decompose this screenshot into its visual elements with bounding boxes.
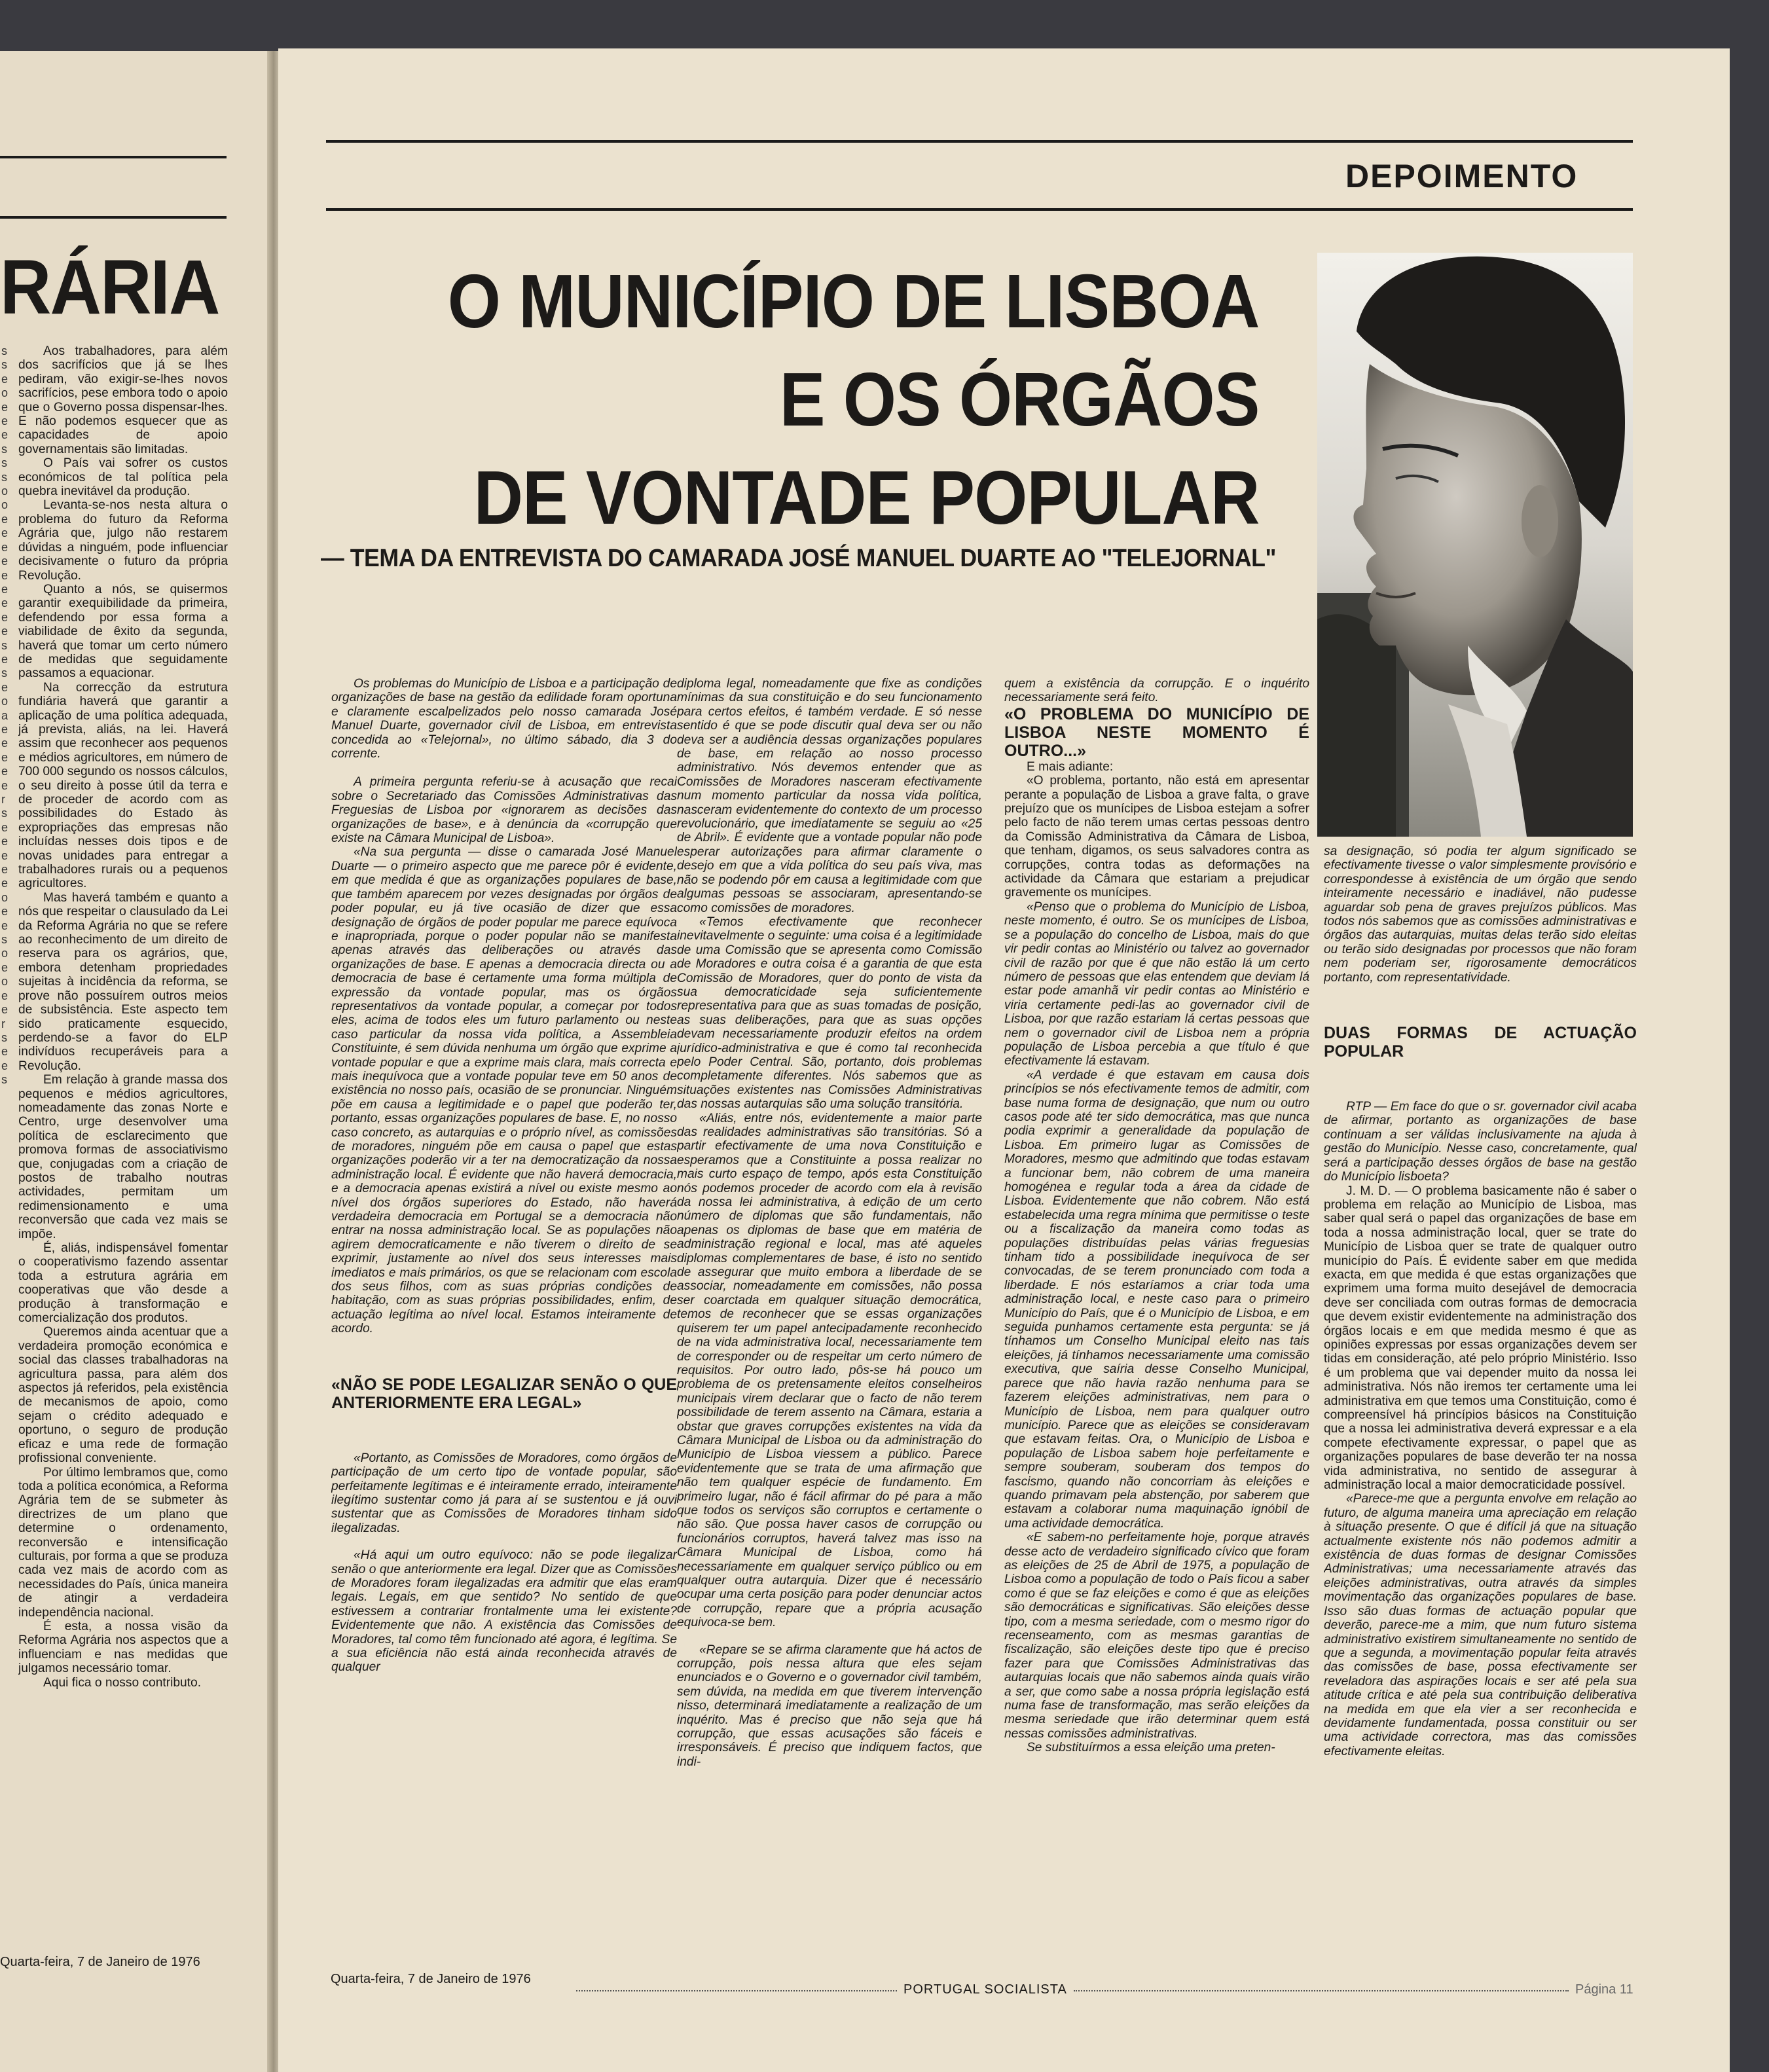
margin-fragment-char: s (1, 638, 7, 652)
margin-fragment-char: e (1, 428, 9, 442)
left-page-paragraph: Aos trabalhadores, para além dos sacrifícios que já se lhes pediram, vão exigir-se-lhes novos sacrifícios, pese embora todo o apoio que o Governo possa dispensar-lhes. E não podemos esquecer que as capacidades de apoio governamentais são limitadas. (18, 344, 228, 456)
margin-fragment-char: e (1, 540, 9, 554)
margin-fragment-char: s (1, 344, 7, 357)
margin-fragment-char: o (1, 498, 9, 512)
margin-fragment-char: r (1, 793, 5, 806)
margin-fragment-char: e (1, 554, 9, 568)
margin-fragment-char: s (1, 807, 7, 820)
margin-fragment-char: e (1, 778, 9, 792)
margin-fragment-char: s (1, 358, 7, 372)
left-second-rule (0, 216, 227, 219)
article-intro: Os problemas do Município de Lisboa e a participação de organizações de base na gestão da edilidade foram oportuna e claramente escalpelizados pelo nosso camarada José Manuel Duarte, governador civil de Lisboa, em entrevista concedida ao «Telejornal», no último sábado, dia 3 do corrente. (331, 677, 677, 761)
article-paragraph: «Parece-me que a pergunta envolve em relação ao futuro, de alguma maneira uma apreciação em relação à situação presente. O que é difícil já que na situação actualmente existente nós não podemos admitir a existência de duas formas de designar Comissões Administrativas; uma necessariamente através das eleições administrativas, outra através da simples movimentação das organizações populares de base. Isso são duas formas de actuação popular que deverão, parece-me a mim, que num futuro sistema administrativo existirem simultaneamente no sentido de que a segunda, a movimentação popular feita através das comissões de base, possa efectivamente ser reveladora das aspirações locais e ser até pela sua atitude crítica e até pela sua contribuição deliberativa na medida em que ela vier a ser reconhecida e devidamente fundamentada, possa constituir ou ser uma actividade correctora, mas das comissões efectivamente eleitas. (1324, 1492, 1637, 1758)
margin-fragment-char: e (1, 414, 9, 428)
margin-fragment-char: s (1, 442, 7, 456)
portrait-photo (1317, 253, 1633, 837)
kicker-rule (326, 208, 1633, 211)
margin-fragment-char: o (1, 386, 9, 400)
margin-fragment-char: e (1, 625, 9, 638)
margin-fragment-char: s (1, 1073, 7, 1087)
margin-fragment-char: e (1, 596, 9, 610)
left-page-paragraph: O País vai sofrer os custos económicos de tal política pela quebra inevitável da produção. (18, 456, 228, 499)
left-top-rule (0, 156, 227, 158)
margin-fragment-char: o (1, 947, 9, 960)
margin-fragment-char: e (1, 960, 9, 974)
article-paragraph: sa designação, só podia ter algum significado se efectivamente tivesse o valor simplesmente provisório e correspondesse à existência de um órgão que sendo inteiramente necessário e inadiável, não pudesse aguardar sob pena de graves prejuízos públicos. Mas todos nós sabemos que as comissões administrativas e órgãos das autarquias, muitas delas terão sido eleitas ou terão sido designadas por processos que não foram nem poderiam ser, rigorosamente democráticos portanto, com representatividade. (1324, 845, 1637, 985)
margin-fragment-char: s (1, 933, 7, 947)
margin-fragment-char: e (1, 877, 9, 890)
article-paragraph: «Temos efectivamente que reconhecer inevitavelmente o seguinte: uma coisa é a legitimidade de uma Comissão que se apresenta como Comissão de Moradores e outra coisa é a garantia de que esta Comissão de Moradores, quer do ponto de vista da sua democraticidade seja suficientemente representativa para que as suas tomadas de posição, as suas deliberações, para que as suas opções devam necessariamente produzir efeitos na ordem jurídico-administrativa e que é como tal reconhecida pelo Poder Central. São, portanto, dois problemas completamente diferentes. Nós sabemos que as situações existentes nas Comissões Administrativas das nossas autarquias são uma solução transitória. (677, 915, 982, 1112)
margin-fragment-char: e (1, 736, 9, 750)
margin-fragment-char: e (1, 863, 9, 877)
left-page-heading: RÁRIA (0, 244, 219, 331)
article-paragraph: «Repare se se afirma claramente que há actos de corrupção, pois nessa altura que eles sejam enunciados e o Governo e o governador civil também, sem dúvida, na medida em que tiverem intervenção nisso, determinará imediatamente a realização de um inquérito. Mas é preciso que não seja que há corrupção, que essas acusações são fáceis e irresponsáveis. É preciso que indiquem factos, que indi- (677, 1643, 982, 1769)
left-page-paragraph: Em relação à grande massa dos pequenos e médios agricultores, nomeadamente das zonas Norte e Centro, urge desenvolver uma política de esclarecimento que promova formas de associativismo que, conjugadas com a criação de postos de trabalho noutras actividades, permitam um redimensionamento e uma reconversão que cada vez mais se impõe. (18, 1073, 228, 1241)
margin-fragment-char: e (1, 512, 9, 526)
footer-date: Quarta-feira, 7 de Janeiro de 1976 (331, 1972, 531, 1986)
margin-fragment-char: o (1, 890, 9, 904)
footer-page-number: Página 11 (1575, 1982, 1633, 1997)
margin-fragment-char: e (1, 526, 9, 540)
margin-fragment-char: e (1, 918, 9, 932)
left-page-paragraph: Aqui fica o nosso contributo. (43, 1675, 202, 1690)
article-paragraph: RTP — Em face do que o sr. governador civil acaba de afirmar, portanto as organizações de base continuam a ser válidas inclusivamente na ajuda à gestão do Município. Nesse caso, concretamente, qual será a participação desses órgãos de base na gestão do Município lisboeta? (1324, 1100, 1637, 1184)
article-headline (448, 252, 1260, 547)
margin-fragment-char: s (1, 470, 7, 484)
margin-fragment-char: e (1, 765, 9, 778)
article-paragraph: J. M. D. — O problema basicamente não é saber o problema em relação ao Município de Lisboa, mas saber qual será o papel das organizações de base em toda a nossa administração local, quer se trate do Município de Lisboa quer se trate de qualquer outro município do País. É evidente saber em que medida exacta, em que medida é que estas organizações que exprimem uma forma muito desejável de democracia deve ser conciliada com outras formas de democracia que devem existir evidentemente na administração dos órgãos locais e em que medida mesmo é que as opiniões expressas por essas organizações devem ser tidas em consideração, até pelo próprio Ministério. Isso é um problema que vai depender muito da nossa lei administrativa. Nós não iremos ter certamente uma lei administrativa em que temos uma Constituição, como é compreensível há princípios básicos na Constituição que a nossa lei administrativa deverá expressar e a ela compete efectivamente expressar, o papel que as organizações populares de base deverão ter na nossa vida administrativa, no sentido de assegurar à administração local a maior democraticidade possível. (1324, 1184, 1637, 1493)
margin-fragment-char: o (1, 484, 9, 498)
margin-fragment-char: e (1, 989, 9, 1002)
margin-fragment-char: e (1, 820, 9, 834)
article-paragraph: A primeira pergunta referiu-se à acusação que recai sobre o Secretariado das Comissões Administrativas das Freguesias de Lisboa por «ignorarem as decisões das organizações de base», e à denúncia da «corrupção que existe na Câmara Municipal de Lisboa». (331, 775, 677, 846)
margin-fragment-char: a (1, 708, 9, 722)
margin-fragment-char: e (1, 568, 9, 582)
left-page-paragraph: Quanto a nós, se quisermos garantir exequibilidade da primeira, defendendo por essa forma a viabilidade de êxito da segunda, haverá que tomar um certo número de medidas que seguidamente passamos a equacionar. (18, 582, 228, 681)
left-page-paragraph: Na correcção da estrutura fundiária haverá que garantir a aplicação de uma política adequada, já prevista, aliás, na lei. Haverá assim que reconhecer aos pequenos e médios agricultores, em número de 700 000 segundo os nossos cálculos, o seu direito à posse útil da terra e de proceder de acordo com as possibilidades do Estado às expropriações das empresas não incluídas nesses dois tipos e de novas unidades para entregar a trabalhadores rurais ou a pequenos agricultores. (18, 680, 228, 891)
article-paragraph: «Portanto, as Comissões de Moradores, como órgãos de participação de um certo tipo de vontade popular, são perfeitamente legítimas e é inteiramente errado, inteiramente ilegítimo sustentar como já para aí se sustentou e já ouvi sustentar que as Comissões de Moradores tinham sido ilegalizadas. (331, 1451, 677, 1535)
margin-fragment-char: r (1, 1017, 5, 1030)
section-kicker: DEPOIMENTO (1345, 158, 1578, 194)
article-paragraph: quem a existência da corrupção. E o inquérito necessariamente será feito. (1004, 677, 1309, 705)
top-rule (326, 140, 1633, 143)
article-paragraph: «Aliás, entre nós, evidentemente a maior parte das realidades administrativas são transitórias. Só a partir efectivamente de uma nova Constituição e esperamos que a Constituinte a possa realizar no mais curto espaço de tempo, após esta Constituição nós podemos proceder de acordo com ela à revisão da nossa lei administrativa, à edição de um certo número de diplomas que são fundamentais, não apenas os diplomas de base que em matéria de administração regional e local, mas até aqueles diplomas complementares de base, é isto no sentido de assegurar que muito embora a liberdade de se associar, nomeadamente em comissões, não possa ser coarctada em qualquer situação democrática, temos de reconhecer que se essas organizações quiserem ter um papel antecipadamente reconhecido de na vida administrativa local, necessariamente tem de corresponder ou de respeitar um certo número de requisitos. Por outro lado, pôs-se há pouco um problema de os pretensamente eleitos conselheiros municipais virem declarar que o facto de não terem possibilidade de terem assento na Câmara, estaria a obstar que graves corrupções existentes na vida da Câmara Municipal de Lisboa ou da administração do Município de Lisboa viessem a público. Parece evidentemente que se trata de uma afirmação que não tem qualquer espécie de fundamento. Em primeiro lugar, não é fácil afirmar do pé para a mão que todos os serviços são corruptos e certamente o não são. Que possa haver casos de corrupção ou funcionários corruptos, haverá talvez mas isso na Câmara Municipal de Lisboa, como há necessariamente em qualquer serviço público ou em qualquer outra autarquia. Dizer que é necessário ocupar uma certa posição para poder denunciar actos de corrupção, repare que a própria acusação equivoca-se bem. (677, 1111, 982, 1630)
article-paragraph: E mais adiante: (1027, 759, 1114, 774)
portrait-image (1317, 253, 1633, 837)
left-page-paragraph: Por último lembramos que, como toda a política económica, a Reforma Agrária tem de se submeter às directrizes de um plano que determine o ordenamento, reconversão e intensificação culturais, por forma a que se produza cada vez mais de acordo com as necessidades do País, única maneira de atingir a verdadeira independência nacional. (18, 1465, 228, 1620)
footer-dotted-rule-left (576, 1990, 897, 1991)
margin-fragment-char: e (1, 1003, 9, 1017)
article-paragraph: Se substituírmos a essa eleição uma preten- (1027, 1741, 1275, 1755)
article-subtitle: — TEMA DA ENTREVISTA DO CAMARADA JOSÉ MANUEL DUARTE AO "TELEJORNAL" (321, 545, 1277, 572)
margin-fragment-char: o (1, 975, 9, 989)
article-paragraph: «A verdade é que estavam em causa dois princípios se nós efectivamente temos de admitir, com base numa forma de designação, que num ou outro casos pode até ter sido democrática, mas que nunca podia exprimir a generalidade da população de Lisboa. Em primeiro lugar as Comissões de Moradores, mesmo que admitindo que todas estavam a funcionar bem, não cobrem de uma maneira homogénea e regular toda a área da cidade de Lisboa. Evidentemente que não cobrem. Não está estabelecida uma regra mínima que permitisse o teste ou a fiscalização da maneira como todas as populações distribuídas pelas várias freguesias tinham tido a possibilidade inequívoca de ser convocadas, de se terem pronunciado com toda a liberdade. E nós estaríamos a criar toda uma administração local, e neste caso para o primeiro Município do País, que é o Município de Lisboa, e em seguida punhamos certamente esta pergunta: se já tínhamos um Conselho Municipal eleito nas tais eleições, já tínhamos necessariamente uma comissão executiva, que saíria desse Conselho Municipal, parece que não havia razão nenhuma para se fazerem eleições administrativas, nem para o Município de Lisboa, nem para qualquer outro município. Parece que as eleições se consideravam que estavam feitas. Ora, o Município de Lisboa e população de Lisboa sabem hoje perfeitamente e sempre souberam, souberam dos tempos do fascismo, quando não concorriam às eleições e quando primavam pela abstenção, por saberem que estavam a colaborar numa maquinação ignóbil de uma actividade democrática. (1004, 1068, 1309, 1531)
article-column-4 (1324, 845, 1637, 1967)
margin-fragment-char: e (1, 848, 9, 862)
margin-fragment-char: e (1, 1059, 9, 1072)
margin-fragment-char: e (1, 835, 9, 848)
margin-fragment-char: e (1, 652, 9, 666)
margin-fragment-char: e (1, 750, 9, 764)
article-column-3 (1004, 677, 1309, 1967)
footer-publication-name: PORTUGAL SOCIALISTA (903, 1982, 1067, 1997)
article-paragraph: «E sabem-no perfeitamente hoje, porque através desse acto de verdadeiro significado cívico que foram as eleições de 25 de Abril de 1975, a população de Lisboa como a população de todo o País ficou a saber como é que se faz eleições e como é que as eleições são democráticas e significativas. São eleições desse tipo, com a mesma seriedade, com o mesmo rigor do recenseamento, com as mesmas garantias de fiscalização, são eleições deste tipo que é preciso fazer para que Comissões Administrativas das autarquias locais que não sabemos ainda quais virão a ser, que como sabe a nossa própria legislação está numa fase de transformação, mas serão eleições da mesma seriedade que irão determinar quem está nessas comissões administrativas. (1004, 1531, 1309, 1741)
article-paragraph: «Há aqui um outro equívoco: não se pode ilegalizar senão o que anteriormente era legal. Dizer que as Comissões de Moradores foram ilegalizadas era admitir que elas eram legais. Legais, em que sentido? No sentido de que estivessem a contrariar frontalmente uma lei existente? Evidentemente que não. A existência das Comissões de Moradores, tal como têm funcionado até agora, é legítima. Se a sua eficiência não está ainda reconhecida através de qualquer (331, 1548, 677, 1675)
article-paragraph: «Na sua pergunta — disse o camarada José Manuel Duarte — o primeiro aspecto que me parece pôr é evidente, em que medida é que as organizações populares de base, que também aparecem por vezes designadas por órgãos de poder popular, eu já tive ocasião de dizer que essa designação de órgãos de poder popular me parece equívoca e inapropriada, porque o poder popular não se manifesta apenas através das deliberações ou através das organizações de base. E apenas a democracia directa ou a democracia de base é certamente uma forma múltipla de expressão da vontade popular, mas os órgãos representativos da vontade popular, a começar por todos eles, acima de todos eles um futuro parlamento ou neste caso particular da nossa vida política, a Assembleia Constituinte, é sem dúvida nenhuma um órgão que exprime a vontade popular e que a exprime mais clara, mais correcta e mais inequívoca que a vontade popular teve em 50 anos de existência no nosso país, ocasião de se pronunciar. Ninguém põe em causa a legitimidade e o papel que poderão ter, portanto, essas organizações populares de base. E, no nosso caso concreto, as autarquias e o próprio nível, as comissões de moradores, ninguém põe em causa o papel que estas organizações poderão vir a ter na democratização da nossa administração local. É evidente que não haverá democracia, e a democracia apenas existirá a nível ou existe mesmo ao nível dos órgãos superiores do Estado, não haverá verdadeira democracia em Portugal se a democracia não entrar na nossa administração local. Se as populações não agirem democraticamente e não tiverem o direito de se exprimir, justamente ao nível dos seus interesses mais imediatos e mais primários, os que se relacionam com escola dos seus filhos, com as suas próprias condições de habitação, com as suas próprias possibilidades, enfim, de actuação legítima ao nível local. Estamos inteiramente de acordo. (331, 845, 677, 1336)
article-column-2 (677, 677, 982, 1967)
left-margin-column-fragment (1, 344, 12, 1087)
headline-line-3: DE VONTADE POPULAR (474, 455, 1260, 540)
margin-fragment-char: s (1, 456, 7, 470)
article-paragraph: «Penso que o problema do Município de Lisboa, neste momento, é outro. Se os munícipes de Lisboa, se a população do concelho de Lisboa, mais do que vir pedir contas ao Ministério ou talvez ao governador civil de razão por que é que não estão lá um certo número de pessoas que elas entendem que deviam lá estar pode amanhã vir pedir contas ao Ministério e viria certamente pedi-las ao governador civil de Lisboa, por que razão estariam lá certas pessoas que nem o governador civil de Lisboa nem a própria população de Lisboa percebia a que título é que efectivamente lá estavam. (1004, 900, 1309, 1068)
left-page-paragraph: É esta, a nossa visão da Reforma Agrária nos aspectos que a influenciam e nas medidas que julgamos necessário tomar. (18, 1619, 228, 1676)
margin-fragment-char: e (1, 905, 9, 918)
margin-fragment-char: s (1, 666, 7, 680)
headline-line-2: E OS ÓRGÃOS (780, 357, 1260, 442)
headline-line-1: O MUNICÍPIO DE LISBOA (448, 259, 1260, 344)
column-3-subheading: «O PROBLEMA DO MUNICÍPIO DE LISBOA NESTE MOMENTO É OUTRO...» (1004, 704, 1309, 760)
column-1-subheading: «NÃO SE PODE LEGALIZAR SENÃO O QUE ANTERIORMENTE ERA LEGAL» (331, 1375, 677, 1412)
margin-fragment-char: e (1, 722, 9, 736)
margin-fragment-char: e (1, 680, 9, 694)
margin-fragment-char: s (1, 1030, 7, 1044)
article-paragraph: diploma legal, nomeadamente que fixe as condições mínimas da sua constituição e do seu funcionamento para certos efeitos, é também verdade. E só nesse sentido é que se pode discutir qual deva ser ou não deva ser a audiência dessas organizações populares de base, em relação ao nosso processo administrativo. Nós devemos entender que as Comissões de Moradores nasceram efectivamente num momento particular da nossa vida política, nasceram evidentemente do contexto de um processo revolucionário, que imediatamente se seguiu ao «25 de Abril». É evidente que a vontade popular não pode esperar autorizações para afirmar claramente o desejo em que a vida política do seu país viva, mas não se podendo pôr em causa a legitimidade com que algumas pessoas se associaram, apresentando-se como comissões de moradores. (677, 677, 982, 915)
margin-fragment-char: e (1, 610, 9, 624)
left-page-paragraph: Levanta-se-nos nesta altura o problema do futuro da Reforma Agrária que, julgo não restarem dúvidas a ninguém, pode influenciar decisivamente o futuro da própria Revolução. (18, 498, 228, 583)
left-page-paragraph: Mas haverá também e quanto a nós que respeitar o clausulado da Lei da Reforma Agrária no que se refere ao reconhecimento de um direito de reserva para os agrários, que, embora detenham propriedades sujeitas à incidência da reforma, se prove não possuírem outros meios de subsistência. Este aspecto tem sido praticamente esquecido, perdendo-se a favor do ELP indivíduos recuperáveis para a Revolução. (18, 890, 228, 1073)
margin-fragment-char: e (1, 582, 9, 596)
margin-fragment-char: e (1, 1045, 9, 1059)
footer-dotted-rule-right (1074, 1990, 1569, 1991)
article-paragraph: «O problema, portanto, não está em apresentar perante a população de Lisboa a grave falta, o grave prejuízo que os munícipes de Lisboa estejam a sofrer pelo facto de não terem umas certas pessoas dentro da Comissão Administrativa da Câmara de Lisboa, que tenham, digamos, os seus salvadores contra as corrupções, contra todas as deformações na actividade da Câmara que estariam a prejudicar gravemente os munícipes. (1004, 774, 1309, 900)
left-page-article-text (18, 344, 228, 1942)
margin-fragment-char: e (1, 400, 9, 414)
left-page-footer-date: Quarta-feira, 7 de Janeiro de 1976 (0, 1955, 200, 1969)
column-4-subheading: DUAS FORMAS DE ACTUAÇÃO POPULAR (1324, 1024, 1637, 1061)
margin-fragment-char: o (1, 695, 9, 708)
margin-fragment-char: e (1, 372, 9, 386)
article-column-1 (331, 677, 677, 1967)
left-page-paragraph: É, aliás, indispensável fomentar o cooperativismo fazendo assentar toda a estrutura agrária em cooperativas que vão desde a produção à transformação e comercialização dos produtos. (18, 1241, 228, 1326)
left-page-paragraph: Queremos ainda acentuar que a verdadeira promoção económica e social das classes trabalhadoras na agricultura passa, para além dos aspectos já referidos, pela existência de mecanismos de apoio, como sejam o crédito adequado e oportuno, o seguro de produção eficaz e uma rede de formação profissional conveniente. (18, 1325, 228, 1466)
